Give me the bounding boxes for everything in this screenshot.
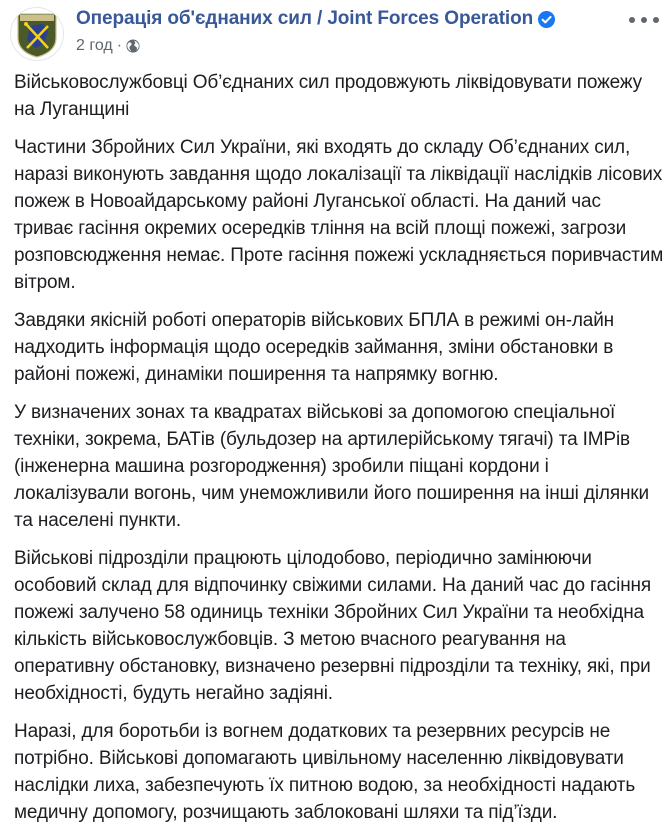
post-timestamp-link[interactable]: 2 год <box>76 37 113 54</box>
post-header <box>0 0 671 66</box>
meta-separator: · <box>116 37 123 54</box>
jfo-emblem-icon <box>15 10 59 58</box>
post-paragraph: Частини Збройних Сил України, які входять до складу Об’єднаних сил, наразі виконують завдання щодо локалізації та ліквідації наслідків лісових пожеж в Новоайдарському районі Луганської області. На даний час триває гасіння окремих осередків тління на всій площі пожежі, загрози розповсюдження немає. Проте гасіння пожежі ускладняється поривчастим вітром. <box>14 137 664 293</box>
verified-badge-icon <box>538 11 555 28</box>
post-paragraph: Наразі, для боротьби із вогнем додаткових та резервних ресурсів не потрібно. Військові допомагають цивільному населенню ліквідовувати наслідки лиха, забезпечують їх питною водою, за необхідності надають медичну допомогу, розчищають заблоковані шляхи та під’їзди. <box>14 721 636 823</box>
page-name-row <box>76 6 555 32</box>
post-headline: Військовослужбовці Об’єднаних сил продовжують ліквідовувати пожежу на Луганщині <box>14 72 642 120</box>
post-body <box>14 69 664 837</box>
page-avatar[interactable] <box>10 7 64 61</box>
post-paragraph: Завдяки якісній роботі операторів військових БПЛА в режимі он-лайн надходить інформація щодо осередків займання, зміни обстановки в районі пожежі, динаміки поширення та напрямку вогню. <box>14 310 615 385</box>
more-dot-icon <box>653 17 659 23</box>
more-dot-icon <box>629 17 635 23</box>
more-dot-icon <box>641 17 647 23</box>
page-name-link[interactable]: Операція об'єднаних сил / Joint Forces Operation <box>76 8 534 29</box>
post-meta <box>76 36 140 56</box>
globe-icon[interactable] <box>126 39 140 53</box>
post-paragraph: У визначених зонах та квадратах військові за допомогою спеціальної техніки, зокрема, БАТів (бульдозер на артилерійському тягачі) та ІМРів (інженерна машина розгородження) зробили піщані кордони і локалізували вогонь, чим унеможливили його поширення на інші ділянки та населені пункти. <box>14 402 649 531</box>
post-paragraph: Військові підрозділи працюють цілодобово, періодично замінюючи особовий склад для відпочинку свіжими силами. На даний час до гасіння пожежі залучено 58 одиниць техніки Збройних Сил України та необхідна кількість військовослужбовців. З метою вчасного реагування на оперативну обстановку, визначено резервні підрозділи та техніку, які, при необхідності, будуть негайно задіяні. <box>14 548 652 704</box>
more-options-button[interactable] <box>629 10 659 30</box>
